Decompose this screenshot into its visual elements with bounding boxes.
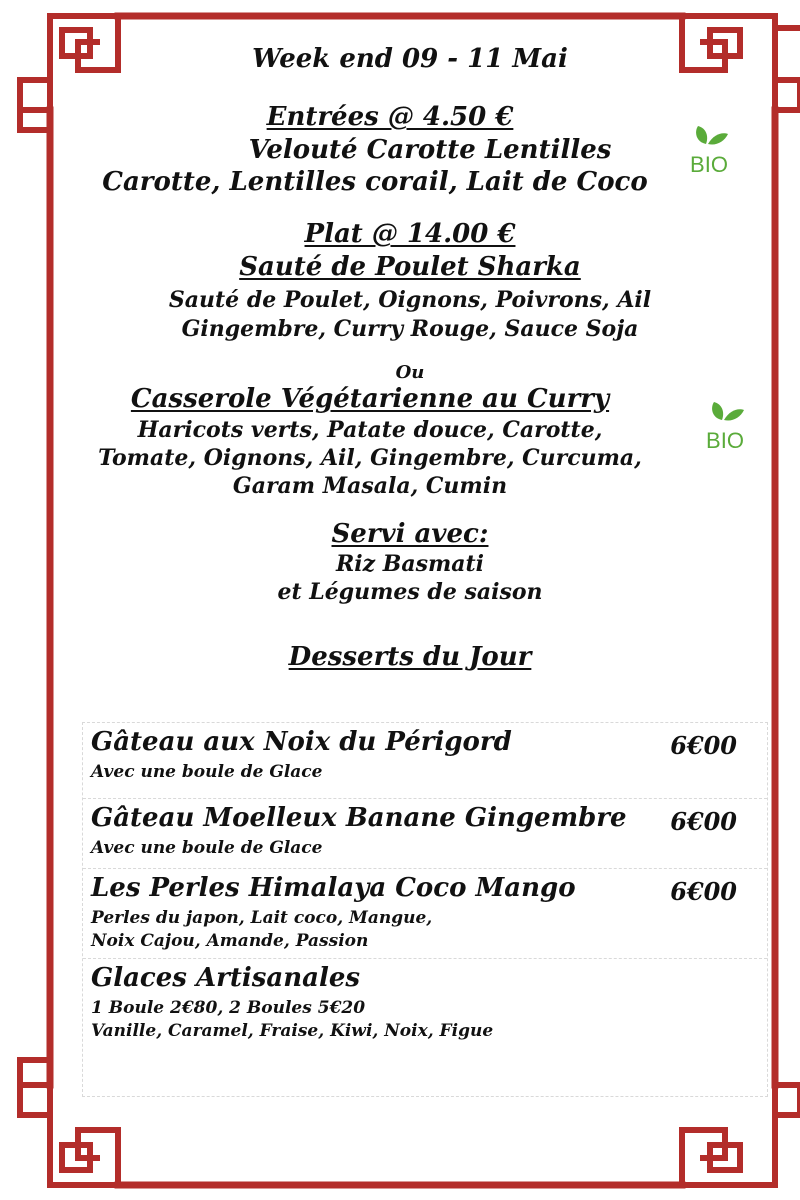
dessert-price: 6€00 xyxy=(670,731,737,760)
plat-dish: Sauté de Poulet Sharka xyxy=(239,252,581,282)
served-line-2: et Légumes de saison xyxy=(277,579,543,605)
bio-label: BIO xyxy=(706,428,744,453)
plat-section xyxy=(40,217,780,343)
entree-dish: Velouté Carotte Lentilles xyxy=(248,135,612,165)
leaf-icon xyxy=(700,396,750,454)
dessert-name: Les Perles Himalaya Coco Mango xyxy=(91,873,576,903)
dessert-price: 6€00 xyxy=(670,807,737,836)
plat-heading: Plat @ 14.00 € xyxy=(304,219,516,249)
bio-badge-vegetarian xyxy=(700,396,750,454)
dessert-desc: Avec une boule de Glace xyxy=(91,762,323,782)
plat-ingredients-2: Gingembre, Curry Rouge, Sauce Soja xyxy=(181,316,639,342)
dessert-price: 6€00 xyxy=(670,877,737,906)
served-heading: Servi avec: xyxy=(331,519,489,549)
dessert-item xyxy=(83,959,767,1098)
dessert-item xyxy=(83,869,767,959)
dessert-item xyxy=(83,723,767,799)
desserts-heading: Desserts du Jour xyxy=(288,642,532,672)
dessert-desc: Perles du japon, Lait coco, Mangue, xyxy=(91,908,433,928)
alt-dish-section xyxy=(40,382,700,500)
entrees-heading: Entrées @ 4.50 € xyxy=(266,102,514,132)
bio-badge-entree xyxy=(684,120,734,178)
dessert-desc: Noix Cajou, Amande, Passion xyxy=(91,931,369,951)
entrees-section xyxy=(60,100,720,198)
alt-ingredients-2: Tomate, Oignons, Ail, Gingembre, Curcuma, xyxy=(98,445,642,471)
week-title: Week end 09 - 11 Mai xyxy=(252,44,568,74)
dessert-desc: Vanille, Caramel, Fraise, Kiwi, Noix, Figue xyxy=(91,1021,494,1041)
alt-ingredients-1: Haricots verts, Patate douce, Carotte, xyxy=(137,417,603,443)
alt-ingredients-3: Garam Masala, Cumin xyxy=(232,473,508,499)
bio-label: BIO xyxy=(690,152,728,177)
dessert-desc: Avec une boule de Glace xyxy=(91,838,323,858)
desserts-table xyxy=(82,722,768,1097)
dessert-name: Glaces Artisanales xyxy=(91,963,361,993)
served-line-1: Riz Basmati xyxy=(335,551,485,577)
dessert-item xyxy=(83,799,767,869)
dessert-name: Gâteau aux Noix du Périgord xyxy=(91,727,512,757)
alt-dish: Casserole Végétarienne au Curry xyxy=(130,384,610,414)
or-label: Ou xyxy=(395,362,425,383)
menu-header xyxy=(0,44,800,74)
plat-ingredients-1: Sauté de Poulet, Oignons, Poivrons, Ail xyxy=(168,287,652,313)
leaf-icon xyxy=(684,120,734,178)
entree-ingredients: Carotte, Lentilles corail, Lait de Coco xyxy=(102,167,648,197)
dessert-desc: 1 Boule 2€80, 2 Boules 5€20 xyxy=(91,998,366,1018)
served-section xyxy=(210,518,610,606)
dessert-name: Gâteau Moelleux Banane Gingembre xyxy=(91,803,627,833)
